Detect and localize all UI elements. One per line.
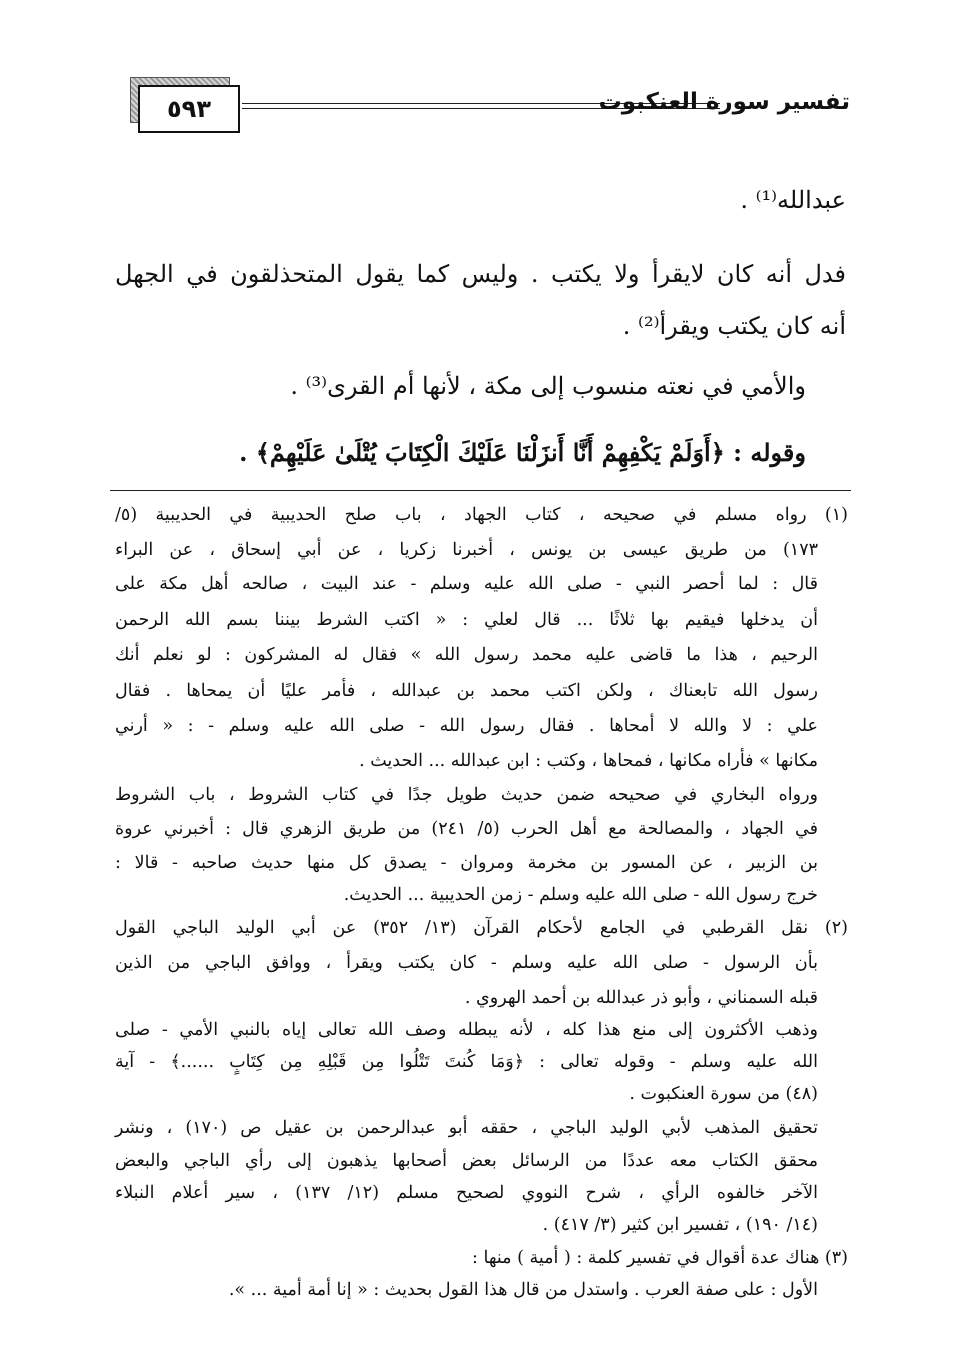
footnote-line: محقق الكتاب معه عددًا من الرسائل بعض أصحابها يذهبون إلى رأي الباجي والبعض (115, 1151, 818, 1171)
footnote-line: ورواه البخاري في صحيحه ضمن حديث طويل جدًا في كتاب الشروط ، باب الشروط (115, 785, 818, 805)
footnote-line: (١) رواه مسلم في صحيحه ، كتاب الجهاد ، باب صلح الحديبية في الحديبية (٥/ (115, 505, 848, 525)
footnote-line: (٣) هناك عدة أقوال في تفسير كلمة : ( أمية ) منها : (472, 1248, 848, 1268)
footnote-line: مكانها » فأراه مكانها ، فمحاها ، وكتب : ابن عبدالله ... الحديث . (359, 751, 818, 771)
page-header (120, 75, 850, 135)
footnote-line: (٤٨) من سورة العنكبوت . (629, 1084, 818, 1104)
footnote-line: (١٤/ ١٩٠) ، تفسير ابن كثير (٣/ ٤١٧) . (542, 1215, 818, 1235)
footnote-line: رسول الله تابعناك ، ولكن اكتب محمد بن عبدالله ، فأمر عليًا أن يمحاها . فقال (115, 681, 818, 701)
footnote-line: الآخر خالفوه الرأي ، شرح النووي لصحيح مسلم (١٢/ ١٣٧) ، سير أعلام النبلاء (115, 1183, 818, 1203)
body-line-2: فدل أنه كان لايقرأ ولا يكتب . وليس كما يقول المتحذلقون في الجهل (115, 260, 846, 288)
footnote-line: (٢) نقل القرطبي في الجامع لأحكام القرآن (١٣/ ٣٥٢) عن أبي الوليد الباجي القول (115, 918, 848, 938)
footnote-line: الرحيم ، هذا ما قاضى عليه محمد رسول الله » فقال له المشركون : لو نعلم أنك (115, 645, 818, 665)
page-number: ٥٩٣ (138, 85, 240, 133)
footnote-separator (110, 490, 851, 491)
footnote-line: في الجهاد ، والمصالحة مع أهل الحرب (٥/ ٢٤١) من طريق الزهري قال : أخبرني عروة (115, 819, 819, 839)
body-line-1: عبدالله⁽¹⁾ . (740, 186, 846, 214)
footnote-line: بأن الرسول - صلى الله عليه وسلم - كان يكتب ويقرأ ، ووافق الباجي من الذين (115, 953, 818, 973)
body-line-3: أنه كان يكتب ويقرأ⁽²⁾ . (622, 312, 846, 340)
footnote-line: قال : لما أحصر النبي - صلى الله عليه وسلم - عند البيت ، صالحه أهل مكة على (115, 574, 818, 594)
footnote-line: بن الزبير ، عن المسور بن مخرمة ومروان - يصدق كل منها حديث صاحبه - قالا : (115, 853, 818, 873)
footnote-line: الله عليه وسلم - وقوله تعالى : ﴿وَمَا كُنتَ تَتْلُوا مِن قَبْلِهِ مِن كِتَابٍ ......﴾ - آية (115, 1052, 818, 1072)
body-line-4: والأمي في نعته منسوب إلى مكة ، لأنها أم القرى⁽³⁾ . (290, 372, 806, 400)
quran-verse-line: وقوله : ﴿أَوَلَمْ يَكْفِهِمْ أَنَّا أَنزَلْنَا عَلَيْكَ الْكِتَابَ يُتْلَىٰ عَلَيْهِمْ﴾ . (239, 438, 806, 467)
footnote-line: الأول : على صفة العرب . واستدل من قال هذا القول بحديث : « إنا أمة أمية ... ». (228, 1280, 818, 1300)
running-title: تفسير سورة العنكبوت (598, 89, 850, 115)
footnote-line: خرج رسول الله - صلى الله عليه وسلم - زمن الحديبية ... الحديث. (343, 885, 818, 905)
footnote-line: أن يدخلها فيقيم بها ثلاثًا ... قال لعلي : « اكتب الشرط بيننا بسم الله الرحمن (115, 610, 818, 630)
footnote-line: قبله السمناني ، وأبو ذر عبدالله بن أحمد الهروي . (464, 988, 818, 1008)
footnote-line: علي : لا والله لا أمحاها . فقال رسول الله - صلى الله عليه وسلم - : « أرني (115, 716, 818, 736)
footnote-line: ١٧٣) من طريق عيسى بن يونس ، أخبرنا زكريا ، عن أبي إسحاق ، عن البراء (115, 540, 818, 560)
footnote-line: وذهب الأكثرون إلى منع هذا كله ، لأنه يبطله وصف الله تعالى إياه بالنبي الأمي - صلى (115, 1020, 818, 1040)
footnote-line: تحقيق المذهب لأبي الوليد الباجي ، حققه أبو عبدالرحمن بن عقيل ص (١٧٠) ، ونشر (115, 1118, 818, 1138)
